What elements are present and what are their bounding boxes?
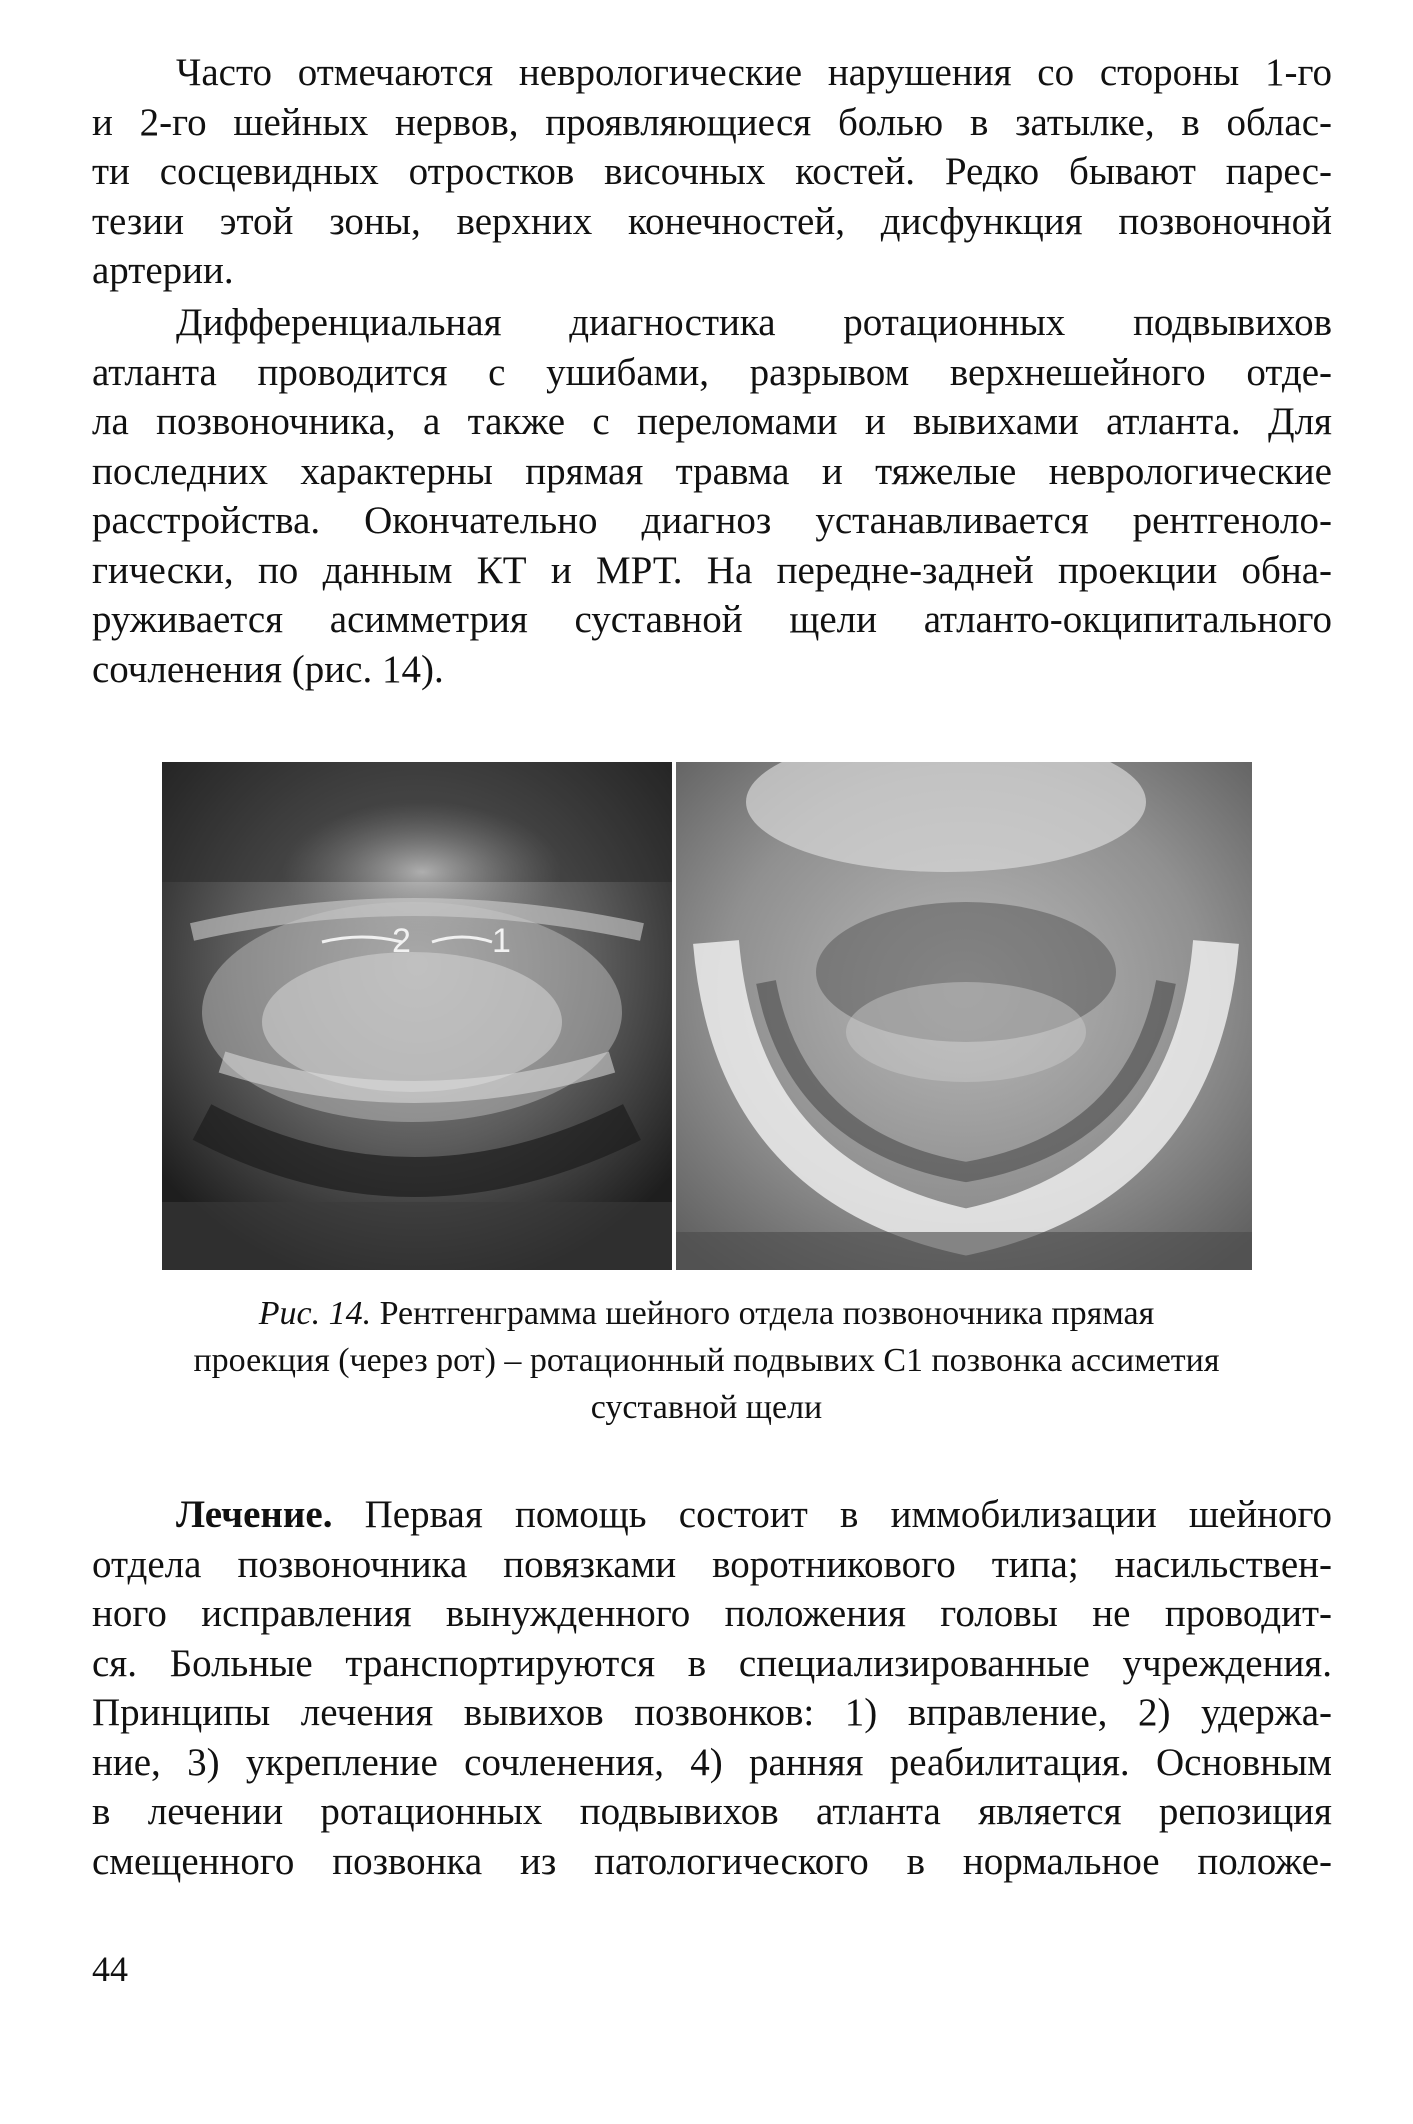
text-line: и 2-го шейных нервов, проявляющиеся болью в затылке, в облас- [92, 100, 1332, 144]
text-line [92, 1490, 1332, 1540]
caption-line: Рентгенграмма шейного отдела позвоночника прямая [379, 1295, 1155, 1332]
text-fragment: Первая помощь состоит в иммобилизации шейного [364, 1493, 1332, 1536]
paragraph-treatment [92, 1490, 1332, 1886]
text-line: тезии этой зоны, верхних конечностей, дисфункция позвоночной [92, 199, 1332, 243]
xray-image-left [162, 762, 672, 1270]
label-2: 2 [392, 922, 411, 960]
text-line: атланта проводится с ушибами, разрывом верхнешейного отде- [92, 350, 1332, 394]
paragraph-differential-diagnosis [92, 298, 1332, 694]
caption-line: суставной щели [590, 1389, 823, 1426]
text-line: расстройства. Окончательно диагноз устанавливается рентгеноло- [92, 499, 1332, 542]
text-line: гически, по данным КТ и МРТ. На передне-задней проекции обна- [92, 548, 1332, 592]
text-line: ние, 3) укрепление сочленения, 4) ранняя реабилитация. Основным [92, 1740, 1332, 1784]
text-line: ного исправления вынужденного положения головы не проводит- [92, 1592, 1332, 1635]
xray-image-right [676, 762, 1252, 1270]
text-line: ся. Больные транспортируются в специализированные учреждения. [92, 1641, 1332, 1685]
figure-caption [100, 1290, 1313, 1431]
text-line: руживается асимметрия суставной щели атланто-окципитального [92, 598, 1332, 641]
page-number: 44 [92, 1949, 128, 1989]
text-line: последних характерны прямая травма и тяжелые неврологические [92, 449, 1332, 493]
text-line: ла позвоночника, а также с переломами и вывихами атланта. Для [92, 400, 1332, 443]
text-line: артерии. [92, 249, 234, 292]
text-line: Часто отмечаются неврологические нарушения со стороны 1-го [176, 51, 1332, 94]
text-line: ти сосцевидных отростков височных костей. Редко бывают парес- [92, 150, 1332, 193]
text-line: сочленения (рис. 14). [92, 647, 444, 691]
figure-14 [162, 762, 1252, 1270]
caption-prefix: Рис. 14. [258, 1295, 372, 1332]
label-1: 1 [492, 922, 511, 960]
caption-line: проекция (через рот) – ротационный подвывих С1 позвонка ассиметия [193, 1342, 1220, 1379]
text-line: Дифференциальная диагностика ротационных подвывихов [176, 301, 1332, 344]
paragraph-neurological [92, 48, 1332, 296]
text-line: отдела позвоночника повязками воротникового типа; насильствен- [92, 1542, 1332, 1586]
text-line: в лечении ротационных подвывихов атланта является репозиция [92, 1790, 1332, 1833]
treatment-heading: Лечение. [176, 1493, 333, 1536]
text-line: смещенного позвонка из патологического в нормальное положе- [92, 1839, 1332, 1883]
text-line: Принципы лечения вывихов позвонков: 1) вправление, 2) удержа- [92, 1691, 1332, 1734]
